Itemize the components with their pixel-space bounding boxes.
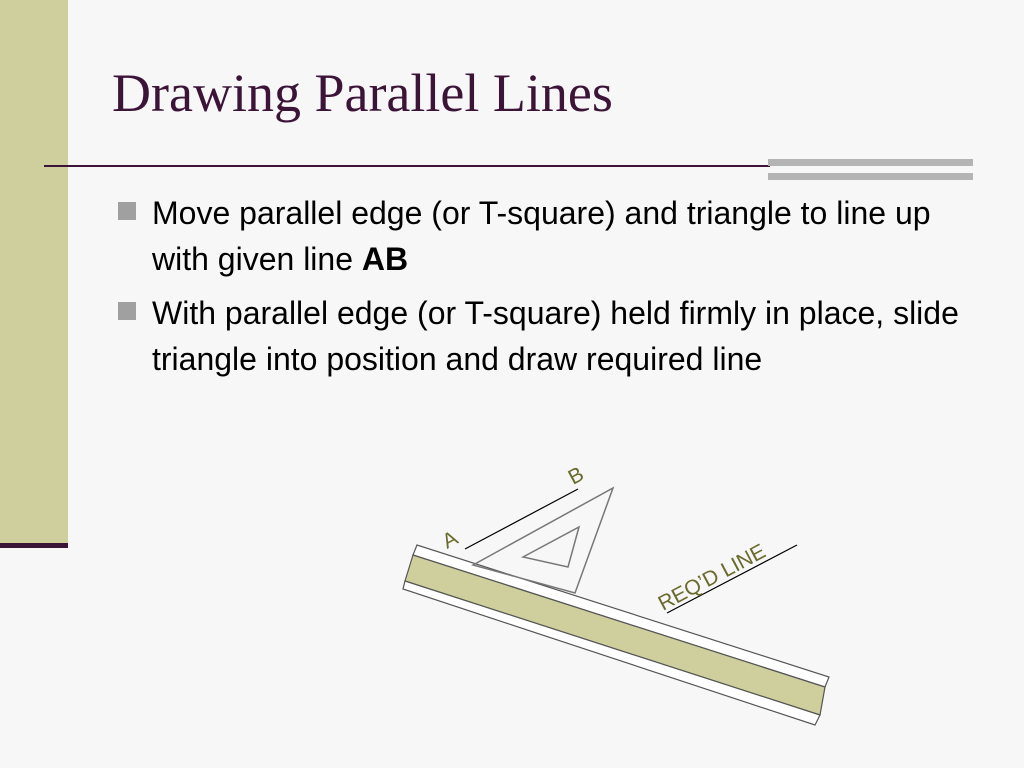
bullet-list xyxy=(116,190,976,390)
label-reqd-line: REQ’D LINE xyxy=(654,539,770,616)
accent-stripes xyxy=(768,159,973,180)
label-b: B xyxy=(564,462,588,490)
bullet-text: Move parallel edge (or T-square) and triangle to line up with given line AB xyxy=(152,195,931,277)
bullet-text: With parallel edge (or T-square) held firmly in place, slide triangle into position and draw required line xyxy=(152,295,959,377)
given-line-ab xyxy=(465,489,578,549)
side-accent-bar xyxy=(0,0,68,545)
parallel-lines-diagram xyxy=(395,455,835,730)
straightedge xyxy=(403,545,829,725)
side-accent-bar-base xyxy=(0,543,68,548)
slide-title: Drawing Parallel Lines xyxy=(112,63,613,123)
label-a: A xyxy=(438,526,462,554)
bullet-item xyxy=(116,190,976,282)
bullet-emphasis: AB xyxy=(361,241,409,277)
square-bullet-icon xyxy=(118,202,136,220)
bullet-item xyxy=(116,290,976,382)
title-divider xyxy=(44,165,770,167)
square-bullet-icon xyxy=(118,302,136,320)
